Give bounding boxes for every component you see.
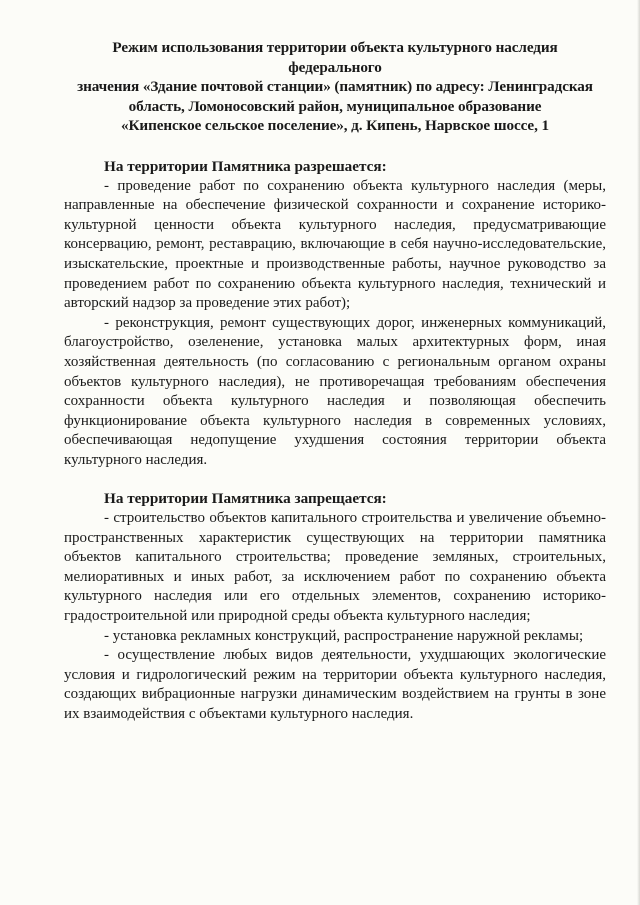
allowed-item-reconstruction: - реконструкция, ремонт существующих дорог, инженерных коммуникаций, благоустройство, озеленение, установка малых архитектурных форм, иная хозяйственная деятельность (по согласованию с региональным органом охраны объектов культурного наследия), не противоречащая требованиям обеспечения сохранности объекта культурного наследия и позволяющая обеспечить функционирование объекта культурного наследия в современных условиях, обеспечивающая недопущение ухудшения состояния территории объекта культурного наследия. [64,314,606,468]
forbidden-heading: На территории Памятника запрещается: [104,490,387,508]
document-title [64,38,606,136]
title-line: Режим использования территории объекта культурного наследия федерального [112,39,558,76]
forbidden-item-advertising: - установка рекламных конструкций, распространение наружной рекламы; [104,627,584,644]
allowed-item-preservation: - проведение работ по сохранению объекта культурного наследия (меры, направленные на обеспечение физической сохранности и сохранение историко-культурной ценности объекта культурного наследия, предусматривающие консервацию, ремонт, реставрацию, включающие в себя научно-исследовательские, изыскательские, проектные и производственные работы, научное руководство за проведением работ по сохранению объекта культурного наследия, технический и авторский надзор за проведение этих работ); [64,177,606,312]
forbidden-item-construction: - строительство объектов капитального строительства и увеличение объемно-пространственных характеристик существующих на территории памятника объектов капитального строительства; проведение земляных, строительных, мелиоративных и иных работ, за исключением работ по сохранению объекта культурного наследия или его отдельных элементов, сохранению историко-градостроительной или природной среды объекта культурного наследия; [64,510,606,625]
title-line: область, Ломоносовский район, муниципальное образование [128,97,542,115]
allowed-heading: На территории Памятника разрешается: [104,157,387,175]
title-line: «Кипенское сельское поселение», д. Кипень, Нарвское шоссе, 1 [121,117,549,135]
forbidden-item-activities: - осуществление любых видов деятельности, ухудшающих экологические условия и гидрологический режим на территории объекта культурного наследия, создающих вибрационные нагрузки динамическим воздействием на грунты в зоне их взаимодействия с объектами культурного наследия. [64,647,606,722]
title-line: значения «Здание почтовой станции» (памятник) по адресу: Ленинградская [77,78,593,96]
